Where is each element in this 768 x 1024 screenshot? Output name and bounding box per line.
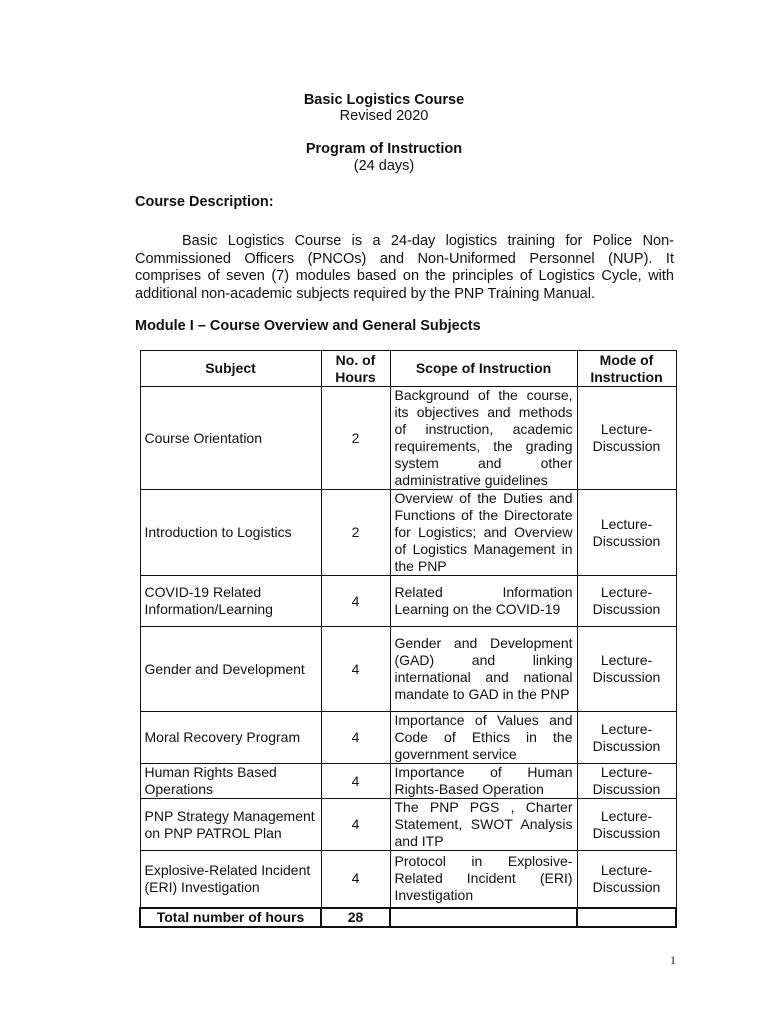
revision-label: Revised 2020 (339, 108, 429, 124)
scope-cell: Importance of Values and Code of Ethics in the government service (390, 712, 577, 764)
total-scope-empty (390, 908, 577, 927)
scope-cell: Gender and Development (GAD) and linking international and national mandate to GAD in the PNP (390, 627, 577, 712)
mode-cell: Lecture-Discussion (577, 851, 676, 908)
hours-cell: 4 (321, 851, 390, 908)
hours-cell: 2 (321, 387, 390, 490)
subject-cell: Gender and Development (140, 627, 321, 712)
scope-cell: Overview of the Duties and Functions of the Directorate for Logistics; and Overview of Logistics Management in the PNP (390, 490, 577, 576)
mode-cell: Lecture-Discussion (577, 576, 676, 627)
mode-cell: Lecture-Discussion (577, 764, 676, 799)
subject-cell: Human Rights Based Operations (140, 764, 321, 799)
scope-cell: The PNP PGS , Charter Statement, SWOT Analysis and ITP (390, 799, 577, 851)
subject-cell: Moral Recovery Program (140, 712, 321, 764)
column-header-scope: Scope of Instruction (390, 351, 577, 387)
total-row (140, 908, 676, 927)
column-header-hours: No. of Hours (321, 351, 390, 387)
program-title: Program of Instruction (305, 141, 463, 157)
page-number: 1 (670, 953, 676, 967)
hours-cell: 4 (321, 712, 390, 764)
subject-cell: PNP Strategy Management on PNP PATROL Plan (140, 799, 321, 851)
hours-cell: 4 (321, 799, 390, 851)
table-row (140, 712, 676, 764)
course-description-heading: Course Description: (135, 194, 274, 210)
table-row (140, 576, 676, 627)
subject-cell: COVID-19 Related Information/Learning (140, 576, 321, 627)
column-header-mode: Mode of Instruction (577, 351, 676, 387)
course-title: Basic Logistics Course (303, 92, 465, 108)
scope-cell: Protocol in Explosive-Related Incident (ERI) Investigation (390, 851, 577, 908)
duration-label: (24 days) (353, 158, 415, 174)
table-header-row (140, 351, 676, 387)
subject-cell: Course Orientation (140, 387, 321, 490)
module-title: Module I – Course Overview and General Subjects (135, 318, 481, 334)
mode-cell: Lecture-Discussion (577, 799, 676, 851)
hours-cell: 4 (321, 576, 390, 627)
table-row (140, 764, 676, 799)
mode-cell: Lecture-Discussion (577, 627, 676, 712)
total-mode-empty (577, 908, 676, 927)
mode-cell: Lecture-Discussion (577, 387, 676, 490)
scope-cell: Related Information Learning on the COVID-19 (390, 576, 577, 627)
mode-cell: Lecture-Discussion (577, 490, 676, 576)
table-row (140, 851, 676, 908)
scope-cell: Importance of Human Rights-Based Operation (390, 764, 577, 799)
table-row (140, 387, 676, 490)
total-hours: 28 (321, 908, 390, 927)
hours-cell: 4 (321, 764, 390, 799)
hours-cell: 4 (321, 627, 390, 712)
instruction-table (139, 350, 677, 928)
total-label: Total number of hours (140, 908, 321, 927)
table-row (140, 490, 676, 576)
course-description-text: Basic Logistics Course is a 24-day logistics training for Police Non-Commissioned Officers (PNCOs) and Non-Uniformed Personnel (NUP). It comprises of seven (7) modules based on the principles of Logistics Cycle, with additional non-academic subjects required by the PNP Training Manual. (135, 233, 674, 302)
table-row (140, 799, 676, 851)
table-row (140, 627, 676, 712)
subject-cell: Explosive-Related Incident (ERI) Investigation (140, 851, 321, 908)
mode-cell: Lecture-Discussion (577, 712, 676, 764)
column-header-subject: Subject (140, 351, 321, 387)
hours-cell: 2 (321, 490, 390, 576)
subject-cell: Introduction to Logistics (140, 490, 321, 576)
scope-cell: Background of the course, its objectives and methods of instruction, academic requirements, the grading system and other administrative guidelines (390, 387, 577, 490)
